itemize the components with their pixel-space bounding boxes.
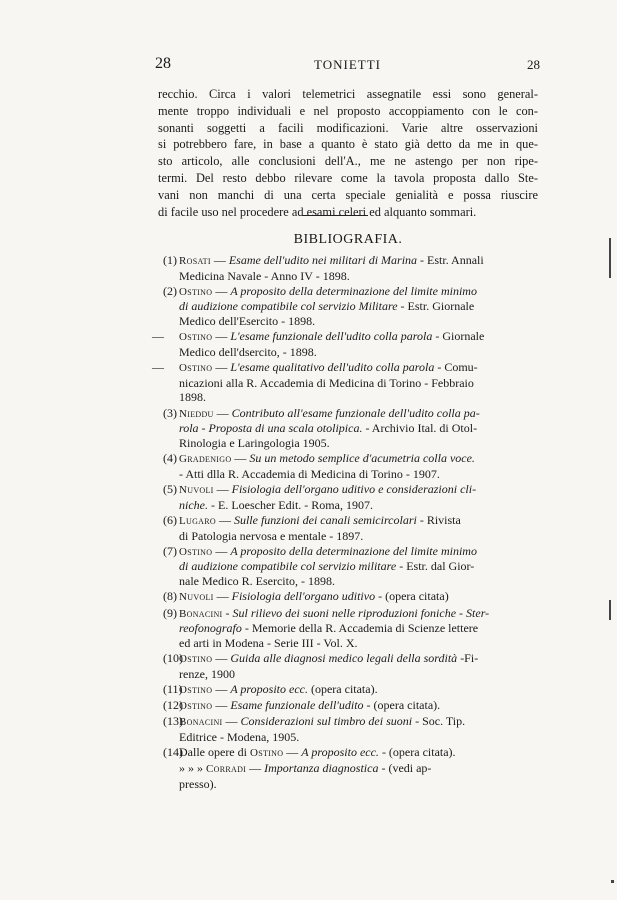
entry-text: — [231,451,250,466]
author-name: Ostino [179,700,213,713]
entry-text: - Estr. Annali [417,253,484,267]
bibliography-entry [155,682,545,698]
entry-number: (5) [163,482,177,497]
entry-line [179,777,545,792]
entry-line [179,436,545,451]
author-name: Corradi [206,762,247,775]
entry-text: Rinologia e Laringologia 1905. [179,435,330,450]
work-title: A proposito ecc. [230,681,308,696]
entry-line [179,621,545,636]
work-title: Esame dell'udito nei militari di Marina [228,253,418,267]
author-name: Ostino [179,331,213,344]
entry-text: - (opera citata). [378,745,456,760]
entry-text: (opera citata). [307,681,378,696]
entry-text: — [212,329,231,344]
entry-line [179,329,545,345]
margin-scan-mark [609,238,611,278]
work-title: Fisiologia dell'organo uditivo [231,589,376,604]
author-name: Bonacini [179,716,223,729]
entry-text: - (opera citata). [363,698,441,713]
entry-line [179,421,545,436]
margin-scan-mark [611,880,614,883]
work-title: A proposito ecc. [301,745,379,760]
body-paragraph [158,86,538,220]
entry-text: - Atti dlla R. Accademia di Medicina di Torino - 1907. [179,466,440,481]
paragraph-line: sto articolo, alle conclusioni dell'A., me ne astengo per non ripe- [158,154,538,169]
entry-text: - Archivio Ital. di Otol- [362,421,478,436]
entry-line [179,360,545,376]
entry-number: (3) [163,405,177,420]
author-name: Lugaro [179,514,216,527]
entry-line [179,714,545,730]
margin-scan-mark [609,600,611,620]
bibliography-entry [155,714,545,744]
entry-line [179,529,545,544]
page-number-left: 28 [155,55,171,72]
entry-line [179,730,545,745]
paragraph-line: mente troppo individuali e nel proposto accoppiamento con le con- [158,103,538,118]
entry-line [179,482,545,498]
entry-text: Medico dell'dsercito, - 1898. [179,344,317,359]
entry-text: — [212,651,231,665]
entry-text: — [222,714,241,729]
running-header [155,55,540,75]
bibliography-entry [152,329,545,359]
entry-text: — [212,360,231,375]
entry-line [179,376,545,391]
entry-text: » » » [179,760,206,775]
bibliography-entry [155,513,545,543]
entry-line [179,589,545,605]
entry-line [179,574,545,589]
entry-line [179,253,545,269]
entry-line [179,544,545,560]
entry-line [179,513,545,529]
author-name: Bonacini [179,607,223,620]
bibliography-entry [152,360,545,405]
author-name: Gradenigo [179,453,232,466]
bibliography-entry [155,284,545,329]
entry-number: (9) [163,605,177,620]
entry-number: (7) [163,543,177,558]
section-divider [302,215,368,216]
work-title: rola - Proposta di una scala otolipica. [179,421,363,436]
entry-text: nale Medico R. Esercito, - 1898. [179,573,335,588]
entry-line [179,559,545,574]
work-title: di audizione compatibile col servizio militare [179,559,397,574]
entry-text: - (opera citata) [375,589,449,604]
entry-number: (11) [163,681,183,696]
entry-text: — [246,760,265,775]
entry-number: (13) [163,714,183,729]
entry-text: renze, 1900 [179,666,235,681]
entry-line [179,390,545,405]
entry-line [179,682,545,698]
author-name: Ostino [179,362,213,375]
entry-number: (4) [163,451,177,466]
entry-text: ed arti in Modena - Serie III - Vol. X. [179,635,358,650]
entry-text: — [215,512,234,527]
entry-line [179,761,545,777]
entry-text: — [212,543,231,558]
entry-text: Editrice - Modena, 1905. [179,730,300,745]
page-number-right: 28 [527,57,540,72]
entry-text: - [222,605,233,620]
entry-line [179,698,545,714]
author-name: Rosati [179,255,211,267]
bibliography-entry [155,253,545,283]
paragraph-line: recchio. Circa i valori telemetrici assegnatile essi sono general- [158,87,538,101]
work-title: di audizione compatibile col servizio Militare [179,299,398,314]
entry-line [179,498,545,513]
entry-text: — [283,745,302,760]
entry-text: - Soc. Tip. [412,714,466,729]
paragraph-line: termi. Del resto debbo rilevare come la tavola proposta dallo Ste- [158,170,538,185]
entry-text: -Fi- [457,651,479,665]
work-title: L'esame funzionale dell'udito colla parola [230,329,433,344]
entry-line [179,451,545,467]
author-name: Nuvoli [179,591,214,604]
entry-line [179,269,545,284]
entry-line [179,299,545,314]
entry-number: (8) [163,589,177,604]
entry-line [179,314,545,329]
entry-text: - Estr. Giornale [397,299,475,314]
bibliography-entry [155,451,545,481]
work-title: Esame funzionale dell'udito [230,698,364,713]
entry-text: - E. Loescher Edit. - Roma, 1907. [208,497,373,512]
work-title: Importanza diagnostica [264,760,379,775]
bibliography-entry [155,589,545,605]
entry-text: - Giornale [432,329,485,344]
entry-number: (12) [163,698,183,713]
author-name: Ostino [249,747,284,760]
entry-text: — [213,589,232,604]
work-title: Sul rilievo dei suoni nelle riproduzioni foniche - Ster- [232,605,490,620]
entry-number: — [152,329,164,344]
work-title: Su un metodo semplice d'acumetria colla voce. [249,451,475,466]
entry-number: (10) [163,651,183,665]
paragraph-line: vani non manchi di una certa speciale genialità e possa riuscire [158,187,538,202]
author-name: Ostino [179,285,213,298]
bibliography-entry [155,651,545,681]
entry-text: Dalle opere di [179,745,250,760]
entry-text: di Patologia nervosa e mentale - 1897. [179,528,364,543]
entry-line [179,284,545,300]
author-name: Nuvoli [179,484,214,497]
work-title: Sulle funzioni dei canali semicircolari [233,512,417,527]
author-name: Ostino [179,545,213,558]
entry-line [179,745,545,761]
bibliography-entry [155,698,545,714]
entry-text: — [210,253,229,267]
entry-text: - Rivista [416,512,461,527]
work-title: Considerazioni sul timbro dei suoni [240,714,413,729]
paragraph-line: si potrebbero fare, in base a quanto è stato già detto da me in que- [158,137,538,152]
entry-text: - Comu- [434,360,478,375]
entry-line [179,667,545,682]
entry-text: nicazioni alla R. Accademia di Medicina di Torino - Febbraio [179,375,474,390]
entry-text: - Estr. dal Gior- [396,559,475,574]
bibliography-entry [155,745,545,791]
entry-number: (14) [163,745,183,760]
entry-text: — [212,698,231,713]
entry-number: (2) [163,283,177,298]
work-title: Contributo all'esame funzionale dell'udito colla pa- [231,405,480,420]
entry-number: — [152,360,164,375]
paragraph-line: sonanti soggetti a facili modificazioni. Varie altre osservazioni [158,120,538,135]
author-name: Ostino [179,653,213,665]
entry-line [179,406,545,422]
entry-line [179,636,545,651]
running-title: TONIETTI [314,57,381,72]
entry-line [179,651,545,667]
bibliography-list [152,253,545,792]
entry-text: — [212,681,231,696]
paragraph-line: di facile uso nel procedere ad esami celeri ed alquanto sommari. [158,204,477,219]
entry-number: (1) [163,253,177,267]
entry-line [179,467,545,482]
bibliography-entry [155,606,545,651]
bibliography-entry [155,544,545,589]
entry-text: - (vedi ap- [378,760,432,775]
bibliography-title: BIBLIOGRAFIA. [293,232,403,247]
entry-text: — [213,482,232,497]
entry-text: — [213,405,232,420]
author-name: Nieddu [179,407,214,420]
entry-number: (6) [163,512,177,527]
bibliography-entry [155,406,545,451]
work-title: Guida alle diagnosi medico legali della sordità [230,651,458,665]
work-title: L'esame qualitativo dell'udito colla parola [230,360,435,375]
work-title: Fisiologia dell'organo uditivo e considerazioni cli- [231,482,477,497]
bibliography-entry [155,482,545,512]
entry-line [179,345,545,360]
work-title: A proposito della determinazione del limite minimo [230,543,477,558]
work-title: reofonografo [179,621,242,636]
entry-line [179,606,545,622]
work-title: A proposito della determinazione del limite minimo [230,283,477,298]
entry-text: — [212,283,231,298]
author-name: Ostino [179,683,213,696]
entry-text: Medicina Navale - Anno IV - 1898. [179,268,350,283]
entry-text: - Memorie della R. Accademia di Scienze lettere [241,621,479,636]
entry-text: Medico dell'Esercito - 1898. [179,314,316,329]
entry-text: presso). [179,776,217,791]
work-title: niche. [179,497,208,512]
entry-text: 1898. [179,390,206,405]
